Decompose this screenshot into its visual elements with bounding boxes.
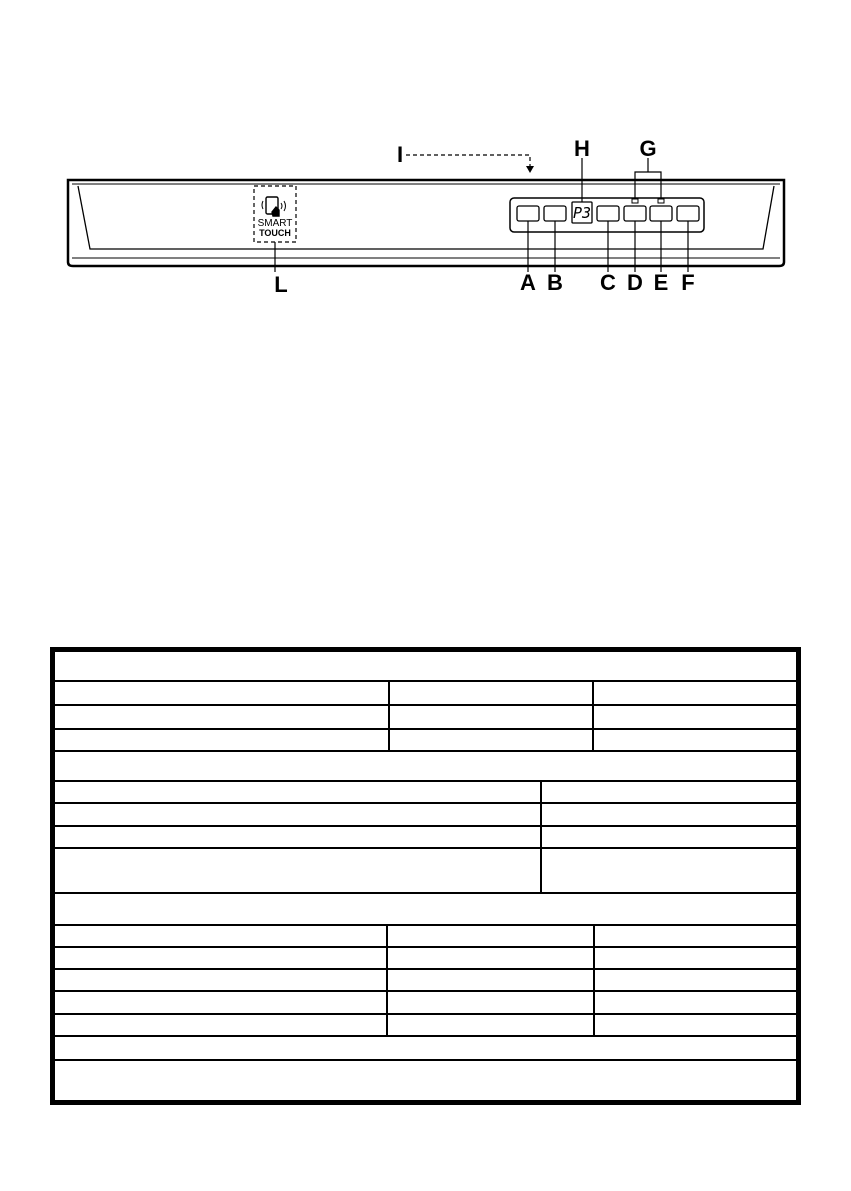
callout-e: E [653,270,669,295]
table-cell [55,992,388,1013]
table-row [55,992,796,1015]
smart-logo-line2: TOUCH [259,228,291,238]
table-cell [55,782,542,802]
table-row [55,682,796,706]
control-panel-diagram [0,0,851,320]
table-cell [390,706,594,728]
table-row [55,1015,796,1037]
table-cell [55,827,542,847]
callout-i: I [396,142,404,167]
callout-b: B [547,270,563,295]
smartphone-nfc-icon [262,197,286,216]
smart-touch-area [254,186,296,242]
panel-outline [68,180,784,266]
table-row [55,948,796,970]
callout-c: C [600,270,616,295]
table-cell [55,1015,388,1035]
button-b[interactable] [544,206,566,221]
section-2-header [55,752,796,782]
table-row [55,782,796,804]
table-cell [55,970,388,990]
table-cell [388,948,595,968]
table-cell [388,1015,595,1035]
button-f[interactable] [677,206,699,221]
table-row [55,730,796,752]
table-row [55,706,796,730]
section-1-header [55,652,796,682]
table-cell [55,926,388,946]
table-cell [55,706,390,728]
callout-g: G [639,136,657,161]
table-row [55,827,796,849]
spec-table [50,647,801,1105]
display-readout: P3 [572,204,592,222]
callout-d: D [627,270,643,295]
button-d[interactable] [624,206,646,221]
callout-l: L [274,272,288,297]
table-cell [55,682,390,704]
table-cell [388,926,595,946]
table-footer-row [55,1061,796,1100]
callout-h: H [574,136,590,161]
table-row [55,926,796,948]
button-c[interactable] [597,206,619,221]
table-cell [390,682,594,704]
table-row [55,849,796,894]
table-row [55,970,796,992]
table-row [55,804,796,827]
table-cell [55,730,390,750]
smart-logo-line1: SMART [257,218,293,229]
button-a[interactable] [517,206,539,221]
table-cell [388,970,595,990]
button-e[interactable] [650,206,672,221]
table-cell [55,804,542,825]
section-3-header [55,894,796,926]
arrow-head-icon [526,166,534,173]
indicator-led-2 [658,199,664,203]
callout-f: F [681,270,695,295]
table-cell [55,849,542,892]
callout-a: A [520,270,536,295]
table-cell [390,730,594,750]
table-cell [388,992,595,1013]
table-cell [55,948,388,968]
indicator-led-1 [632,199,638,203]
table-row [55,1037,796,1061]
